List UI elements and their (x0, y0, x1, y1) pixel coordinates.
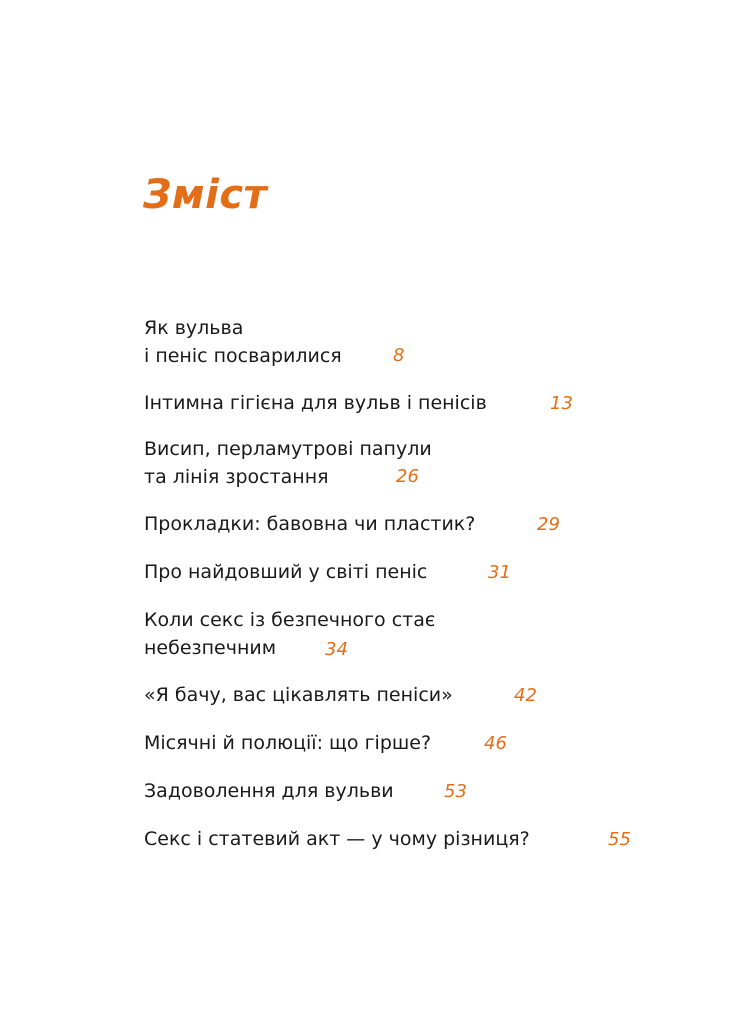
toc-entry (144, 314, 405, 370)
page-title: Зміст (143, 172, 268, 218)
toc-entry-title-line: небезпечним (144, 637, 277, 659)
table-of-contents (144, 0, 704, 1024)
toc-entry-title-line: Як вульва (144, 317, 244, 339)
toc-entry-title-line: Про найдовший у світі пеніс (144, 561, 428, 583)
toc-entry-title-line: Коли секс із безпечного стає (144, 609, 436, 631)
toc-entry-title-line: «Я бачу, вас цікавлять пеніси» (144, 684, 453, 706)
toc-page-number: 8 (393, 345, 405, 366)
toc-page-number: 46 (484, 733, 507, 754)
toc-page-number: 31 (488, 562, 511, 583)
toc-page-number: 53 (444, 781, 467, 802)
toc-entry (144, 606, 435, 662)
toc-entry (144, 729, 507, 757)
toc-page-number: 26 (396, 466, 419, 487)
toc-entry-title-line: і пеніс посварилися (144, 345, 342, 367)
toc-page-number: 42 (514, 685, 537, 706)
toc-entry (144, 510, 560, 538)
toc-entry-title-line: Висип, перламутрові папули (144, 438, 432, 460)
toc-entry-title-line: та лінія зростання (144, 466, 329, 488)
toc-entry (144, 558, 511, 586)
toc-entry (144, 389, 573, 417)
toc-entry (144, 681, 537, 709)
toc-entry (144, 777, 467, 805)
toc-page-number: 13 (550, 393, 573, 414)
toc-page-number: 55 (608, 829, 631, 850)
toc-page-number: 34 (325, 639, 348, 660)
toc-entry-title-line: Задоволення для вульви (144, 780, 394, 802)
toc-entry-title-line: Місячні й полюції: що гірше? (144, 732, 432, 754)
toc-entry (144, 435, 432, 491)
toc-entry-title-line: Інтимна гігієна для вульв і пенісів (144, 392, 487, 414)
toc-entry (144, 825, 631, 853)
toc-page-number: 29 (537, 514, 560, 535)
toc-entry-title-line: Секс і статевий акт — у чому різниця? (144, 828, 530, 850)
toc-entry-title-line: Прокладки: бавовна чи пластик? (144, 513, 476, 535)
